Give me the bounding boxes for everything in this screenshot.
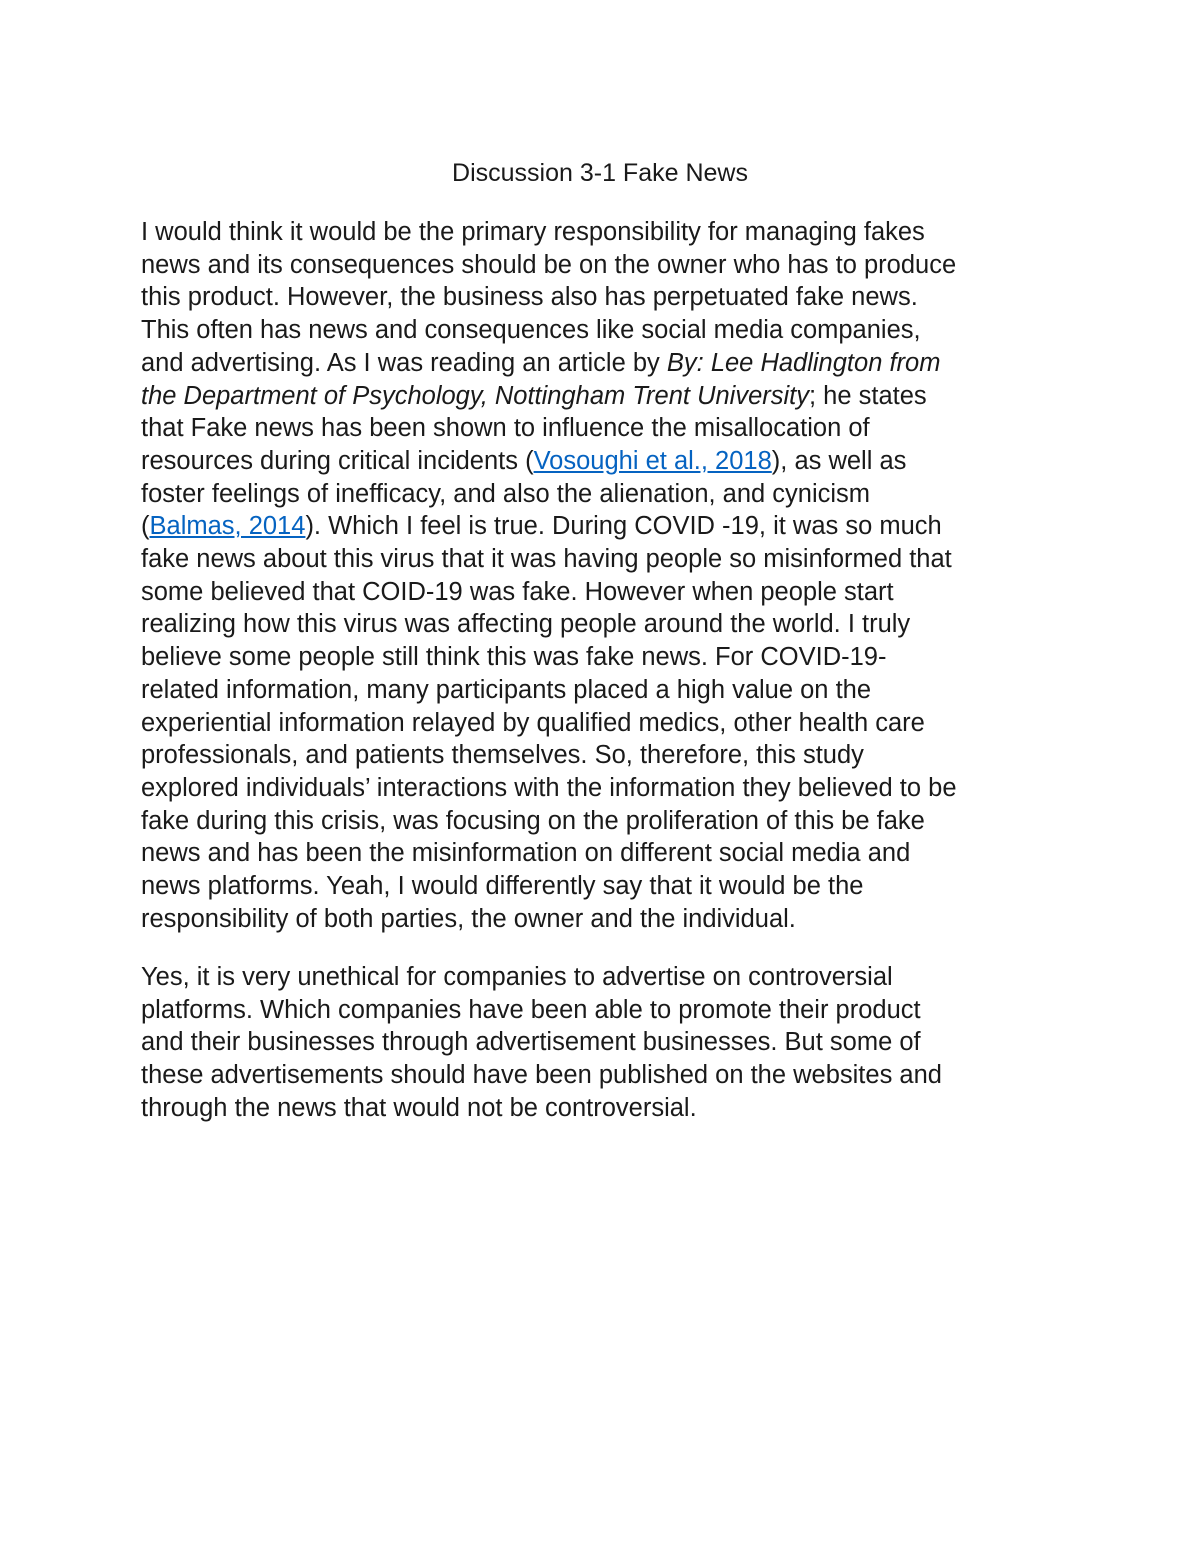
text-line: I would think it would be the primary responsibility for managing fakes [141, 218, 925, 246]
body-paragraph-1 [141, 216, 1061, 935]
text-line: fake during this crisis, was focusing on the proliferation of this be fake [141, 806, 925, 835]
text-line: that Fake news has been shown to influence the misallocation of [141, 414, 870, 443]
text-line: fake news about this virus that it was having people so misinformed that [141, 545, 952, 574]
text-line: news and its consequences should be on the owner who has to produce [141, 250, 957, 279]
text-segment: resources during critical incidents ( [141, 446, 534, 475]
text-line: This often has news and consequences like social media companies, [141, 316, 921, 345]
text-line [141, 510, 1061, 543]
text-line: news and has been the misinformation on different social media and [141, 839, 911, 868]
citation-link-balmas[interactable]: Balmas, 2014 [149, 512, 306, 541]
text-line: responsibility of both parties, the owner and the individual. [141, 904, 796, 933]
text-line: this product. However, the business also has perpetuated fake news. [141, 283, 918, 312]
text-line: professionals, and patients themselves. So, therefore, this study [141, 741, 864, 770]
text-line: related information, many participants placed a high value on the [141, 675, 872, 704]
text-segment: ; he states [809, 381, 927, 410]
text-line [141, 445, 1061, 478]
text-segment: ). Which I feel is true. During COVID -19, it was so much [305, 512, 942, 541]
text-line: believe some people still think this was fake news. For COVID-19- [141, 643, 887, 672]
text-line: experiential information relayed by qualified medics, other health care [141, 708, 925, 737]
text-segment: ( [141, 512, 150, 541]
author-affiliation: the Department of Psychology, Nottingham Trent University [141, 381, 810, 410]
text-line: realizing how this virus was affecting people around the world. I truly [141, 610, 911, 639]
author-attribution: By: Lee Hadlington from [666, 348, 941, 377]
citation-link-vosoughi[interactable]: Vosoughi et al., 2018 [533, 446, 772, 475]
text-line [141, 380, 1061, 413]
body-paragraph-2 [141, 961, 1061, 1125]
text-line: Yes, it is very unethical for companies to advertise on controversial [141, 963, 893, 991]
document-title: Discussion 3-1 Fake News [452, 159, 748, 187]
text-line [141, 347, 1061, 380]
text-line: explored individuals’ interactions with the information they believed to be [141, 773, 957, 802]
text-line: and their businesses through advertisement businesses. But some of [141, 1028, 921, 1057]
text-line: foster feelings of inefficacy, and also the alienation, and cynicism [141, 479, 871, 508]
text-segment: ), as well as [771, 446, 907, 475]
text-line: through the news that would not be controversial. [141, 1093, 697, 1122]
text-line: some believed that COID-19 was fake. However when people start [141, 577, 894, 606]
text-line: platforms. Which companies have been able to promote their product [141, 995, 921, 1024]
text-line: news platforms. Yeah, I would differently say that it would be the [141, 872, 864, 901]
text-segment: and advertising. As I was reading an article by [141, 348, 667, 377]
text-line: these advertisements should have been published on the websites and [141, 1061, 942, 1090]
